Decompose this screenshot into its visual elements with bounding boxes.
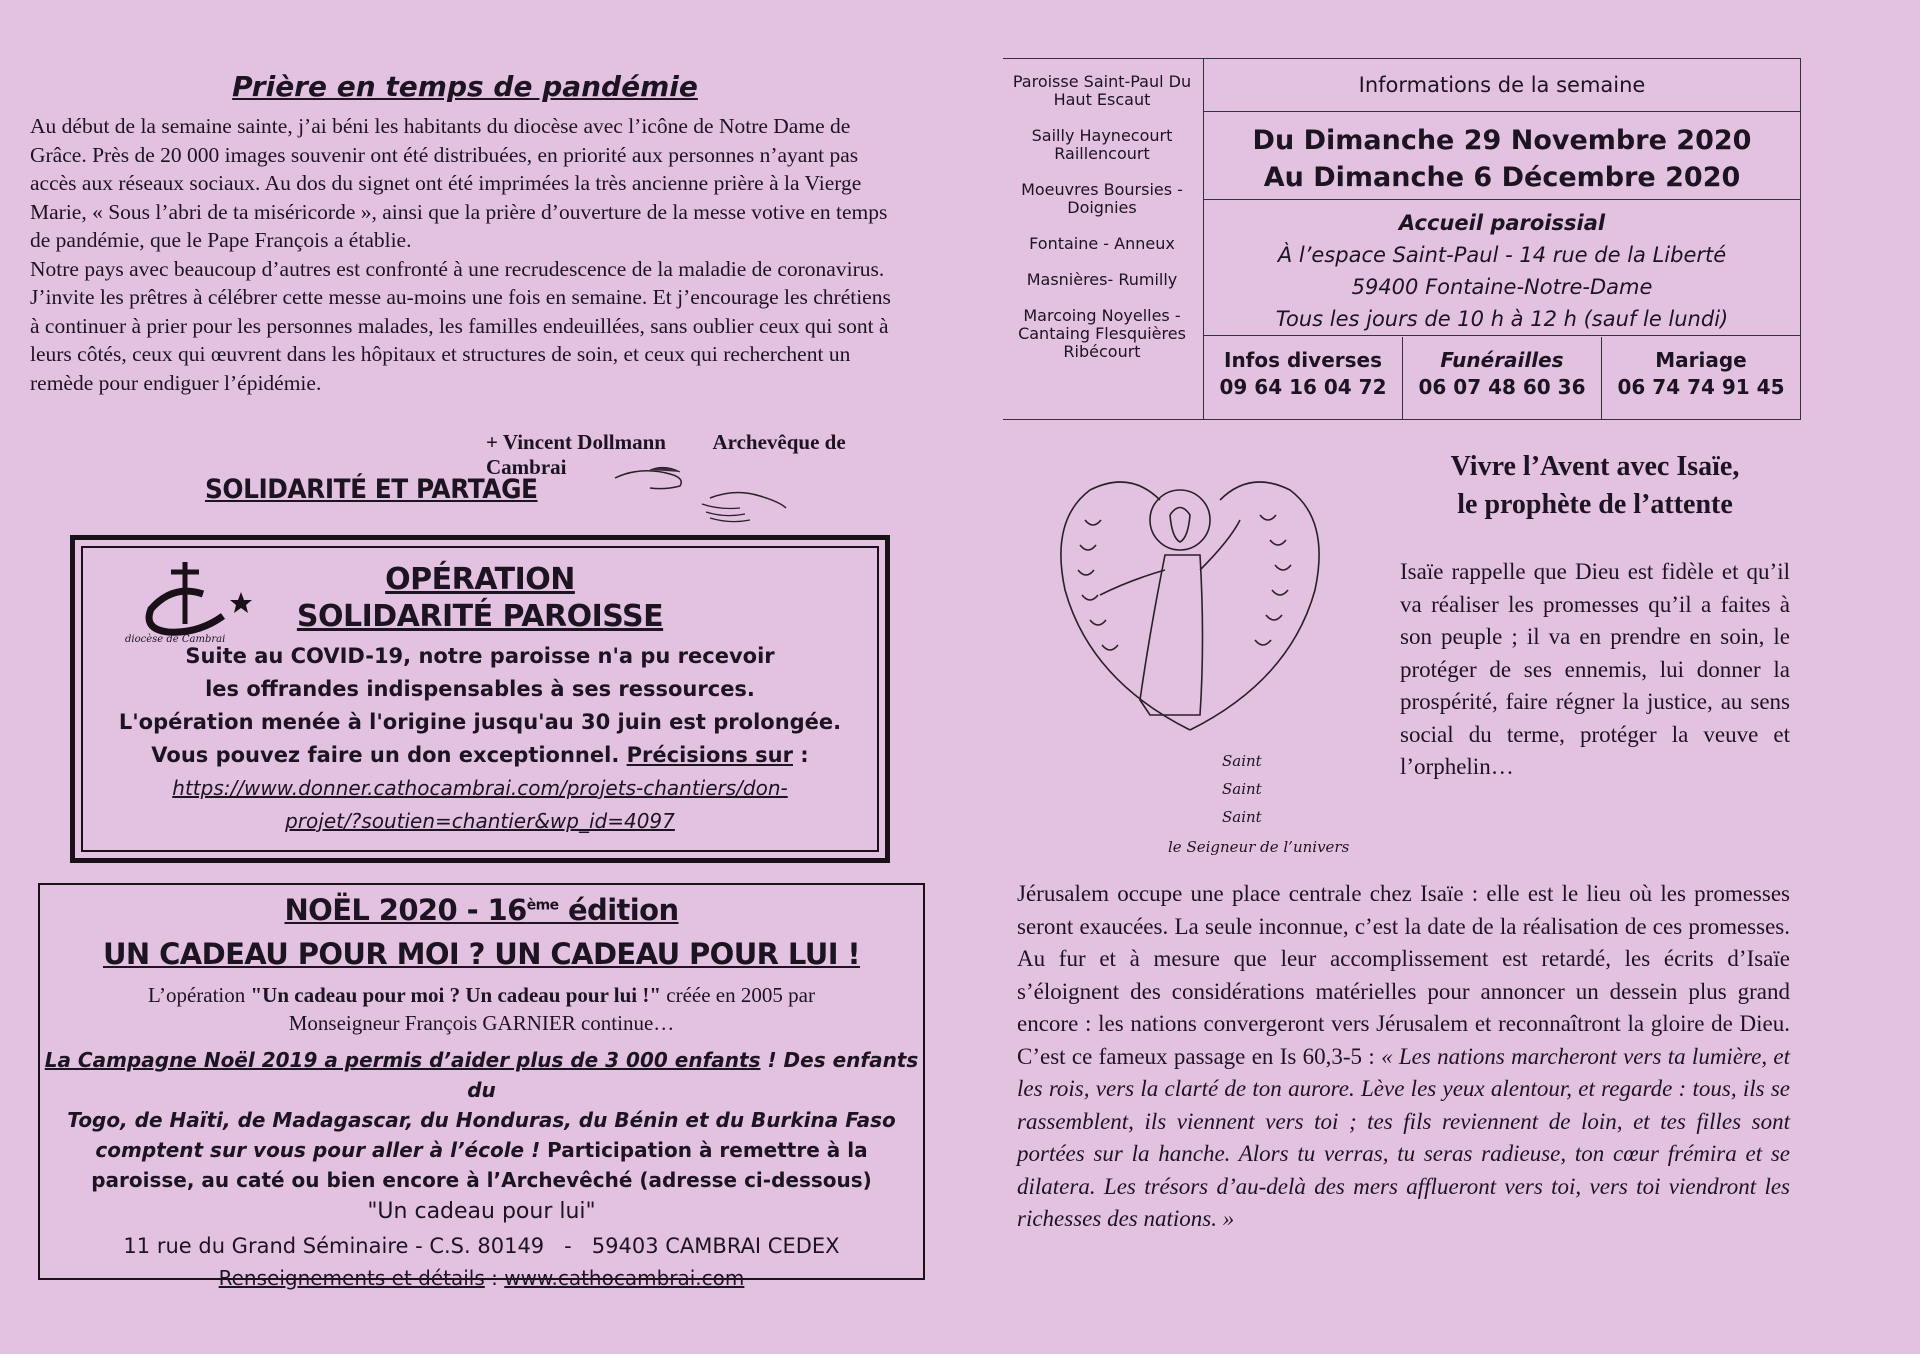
angel-drawing-icon: [1030, 460, 1350, 760]
parish-item: Moeuvres Boursies - Doignies: [1021, 180, 1183, 217]
angel-caption-4: le Seigneur de l’univers: [1168, 838, 1350, 856]
noel-title-sup: ème: [526, 897, 559, 914]
angel-caption-3: Saint: [1222, 808, 1262, 826]
contact-funerailles: [1402, 337, 1601, 419]
noel-title-main: NOËL 2020 - 16: [284, 893, 527, 927]
contact-mariage: [1601, 337, 1800, 419]
operation-inner-frame: [81, 546, 879, 852]
avent-quote: « Les nations marcheront vers ta lumière, et les rois, vers la clarté de ton aurore. Lève les yeux alentour, et regarde : tous, ils se rassemblent, ils viennent vers toi ; tes fils reviennent de loin, et tes filles sont portées sur la hanche. Alors tu verras, tu seras radieuse, ton cœur frémira et se dilatera. Les trésors d’au-delà des mers afflueront vers toi, vers toi viendront les richesses des nations. »: [1017, 1043, 1790, 1231]
campaign-rest: ! Des enfants du: [467, 1048, 919, 1102]
noel-campaign: [40, 1045, 923, 1293]
angel-caption-1: Saint: [1222, 752, 1262, 770]
contact-label: Mariage: [1655, 348, 1747, 372]
noel-intro-quote: "Un cadeau pour moi ? Un cadeau pour lui !": [250, 983, 662, 1007]
avent-title: [1360, 448, 1830, 524]
avent-intro: Isaïe rappelle que Dieu est fidèle et qu’il va réaliser les promesses qu’il a faites à son peuple ; il va en prendre en soin, le protéger de ses ennemis, lui donner la prospérité, faire régner la justice, au sens social du terme, protéger la veuve et l’orphelin…: [1400, 559, 1790, 779]
info-header: Informations de la semaine: [1204, 59, 1800, 112]
avent-body-text: Jérusalem occupe une place centrale chez Isaïe : elle est le lieu où les promesses seront exaucées. La seule inconnue, c’est la date de la réalisation de ces promesses. Au fur et à mesure que leur accomplissement est retardé, les écrits d’Isaïe s’éloignent des considérations matérielles pour annoncer un dessein plus grand encore : les nations convergeront vers Jérusalem et reconnaîtront la gloire de Dieu. C’est ce fameux passage en Is 60,3-5 :: [1017, 881, 1790, 1069]
operation-title-line2: SOLIDARITÉ PAROISSE: [296, 599, 664, 634]
donation-link[interactable]: [83, 772, 877, 838]
avent-title-line1: Vivre l’Avent avec Isaïe,: [1450, 451, 1740, 482]
diocese-logo-text: diocèse de Cambrai: [125, 634, 226, 645]
prayer-title: Prière en temps de pandémie: [232, 70, 698, 103]
parish-item: Sailly Haynecourt Raillencourt: [1031, 126, 1173, 163]
contact-phone[interactable]: 06 74 74 91 45: [1617, 375, 1785, 399]
operation-text: [83, 640, 877, 838]
noel-intro-c: créée en 2005 par: [661, 983, 815, 1007]
address-line: 11 rue du Grand Séminaire - C.S. 80149 - 59403 CAMBRAI CEDEX: [123, 1234, 840, 1258]
noel-title-edition: édition: [558, 893, 679, 927]
prayer-body: [30, 112, 900, 397]
noel-intro: [40, 981, 923, 1037]
school-italic: comptent sur vous pour aller à l’école !: [95, 1138, 541, 1162]
campaign-line: [40, 1045, 923, 1105]
contact-phone[interactable]: 06 07 48 60 36: [1418, 375, 1586, 399]
noel-subtitle: UN CADEAU POUR MOI ? UN CADEAU POUR LUI !: [102, 937, 861, 971]
info-label: Renseignements et détails: [218, 1266, 485, 1290]
parish-item: Masnières- Rumilly: [1026, 270, 1178, 289]
signature-name: + Vincent Dollmann: [486, 430, 666, 454]
contact-phone[interactable]: 09 64 16 04 72: [1219, 375, 1387, 399]
cadeau-line: "Un cadeau pour lui": [367, 1199, 596, 1224]
parish-item: Paroisse Saint-Paul Du Haut Escaut: [1012, 72, 1192, 109]
school-rest: Participation à remettre à la: [540, 1138, 868, 1162]
info-line: [40, 1263, 923, 1293]
contact-infos: [1204, 337, 1402, 419]
operation-line-4-text: Vous pouvez faire un don exceptionnel.: [151, 743, 620, 767]
operation-title-line1: OPÉRATION: [385, 562, 575, 597]
contact-label: Infos diverses: [1224, 348, 1382, 372]
contact-label: Funérailles: [1440, 348, 1564, 372]
info-link[interactable]: www.cathocambrai.com: [504, 1266, 745, 1290]
info-table: [1003, 58, 1801, 420]
info-sep: :: [484, 1266, 505, 1290]
accueil-line-3: Tous les jours de 10 h à 12 h (sauf le lundi): [1275, 307, 1729, 331]
hands-illustration-icon: [610, 458, 790, 528]
accueil-line-1: À l’espace Saint-Paul - 14 rue de la Liberté: [1277, 243, 1727, 267]
donation-url-line2[interactable]: projet/?soutien=chantier&wp_id=4097: [285, 809, 675, 833]
solidarite-title: SOLIDARITÉ ET PARTAGE: [205, 474, 538, 505]
operation-line-3: L'opération menée à l'origine jusqu'au 30 juin est prolongée.: [118, 710, 842, 734]
angel-caption-2: Saint: [1222, 780, 1262, 798]
prayer-paragraph-1: Au début de la semaine sainte, j’ai béni les habitants du diocèse avec l’icône de Notre Dame de Grâce. Près de 20 000 images souvenir ont été distribuées, en priorité aux personnes n’ayant pas accès aux réseaux sociaux. Au dos du signet ont été imprimées la très ancienne prière à la Vierge Marie, « Sous l’abri de ta miséricorde », ainsi que la prière d’ouverture de la messe votive en temps de pandémie, que le Pape François a établie.: [30, 114, 888, 252]
noel-intro-a: L’opération: [148, 983, 251, 1007]
noel-title: [40, 893, 923, 927]
parish-item: Fontaine - Anneux: [1029, 234, 1175, 253]
operation-solidarite-box: [70, 535, 890, 863]
donation-url-line1[interactable]: https://www.donner.cathocambrai.com/projets-chantiers/don-: [172, 776, 788, 800]
parish-list: [1003, 73, 1201, 379]
noel-box: [38, 883, 925, 1290]
school-line-2: paroisse, au caté ou bien encore à l’Archevêché (adresse ci-dessous): [91, 1168, 872, 1192]
precisions-label: Précisions sur: [626, 743, 793, 767]
accueil-section: [1204, 201, 1800, 336]
noel-intro-d: Monseigneur François GARNIER continue…: [288, 1011, 675, 1035]
parish-item: Marcoing Noyelles - Cantaing Flesquières Ribécourt: [1018, 306, 1186, 361]
signature-role: Archevêque de Cambrai: [486, 430, 846, 479]
info-dates: [1204, 112, 1800, 200]
operation-line-4: [83, 739, 877, 772]
accueil-title: Accueil paroissial: [1398, 211, 1606, 235]
operation-line-2: les offrandes indispensables à ses ressources.: [205, 677, 755, 701]
precisions-colon: :: [792, 743, 809, 767]
prayer-paragraph-2: Notre pays avec beaucoup d’autres est confronté à une recrudescence de la maladie de coronavirus. J’invite les prêtres à célébrer cette messe au-moins une fois en semaine. Et j’encourage les chrétiens à continuer à prier pour les personnes malades, les familles endeuillées, sans oublier ceux qui sont à leurs côtés, ceux qui œuvrent dans les hôpitaux et structures de soin, et ceux qui recherchent un remède pour endiguer l’épidémie.: [30, 256, 891, 395]
campaign-underlined: La Campagne Noël 2019 a permis d’aider plus de 3 000 enfants: [44, 1048, 761, 1072]
accueil-line-2: 59400 Fontaine-Notre-Dame: [1351, 275, 1653, 299]
avent-title-line2: le prophète de l’attente: [1457, 489, 1733, 520]
countries-line: Togo, de Haïti, de Madagascar, du Honduras, du Bénin et du Burkina Faso: [67, 1108, 896, 1132]
date-to: Au Dimanche 6 Décembre 2020: [1263, 162, 1741, 193]
school-line: [40, 1135, 923, 1165]
contacts-row: [1204, 337, 1800, 419]
avent-body: [1017, 878, 1790, 1236]
date-from: Du Dimanche 29 Novembre 2020: [1252, 125, 1752, 156]
operation-line-1: Suite au COVID-19, notre paroisse n'a pu recevoir: [185, 644, 775, 668]
